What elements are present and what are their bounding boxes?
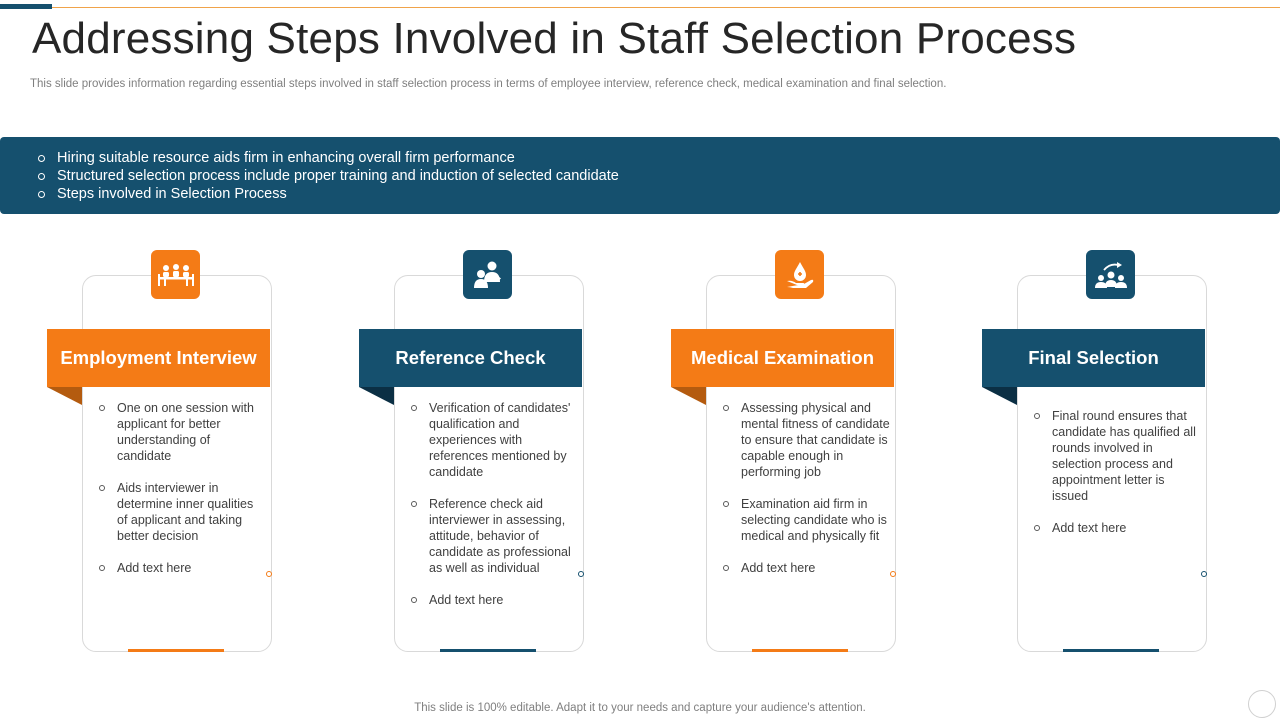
step-title: Reference Check [359,329,582,387]
banner-list [0,137,1280,203]
step-card-medical-examination [671,250,911,654]
step-title: Medical Examination [671,329,894,387]
ribbon-fold [982,387,1017,405]
page-subtitle: This slide provides information regarding essential steps involved in staff selection process in terms of employee interview, reference check, medical examination and final selection. [30,78,947,90]
ribbon-fold [671,387,706,405]
ribbon-fold [359,387,394,405]
corner-circle [1248,690,1276,718]
card-base-bar [440,649,536,652]
card-base-bar [1063,649,1159,652]
hand-blood-drop-icon [775,250,824,299]
step-point: Add text here [1034,520,1202,536]
step-point: Final round ensures that candidate has qualified all rounds involved in selection process and appointment letter is issued [1034,408,1202,504]
step-point: Add text here [99,560,267,576]
people-reference-icon [463,250,512,299]
step-point: Reference check aid interviewer in assessing, attitude, behavior of candidate as professional as well as individual [411,496,579,576]
accent-dot [1201,571,1207,577]
footer-note: This slide is 100% editable. Adapt it to your needs and capture your audience's attention. [414,702,866,714]
top-rule [0,7,1280,8]
accent-dot [578,571,584,577]
meeting-table-icon [151,250,200,299]
banner-point: Steps involved in Selection Process [38,185,1280,203]
step-points [723,400,891,592]
step-point: Assessing physical and mental fitness of candidate to ensure that candidate is capable enough in performing job [723,400,891,480]
accent-dot [890,571,896,577]
step-point: Add text here [411,592,579,608]
card-base-bar [128,649,224,652]
banner-point: Hiring suitable resource aids firm in enhancing overall firm performance [38,149,1280,167]
ribbon-fold [47,387,82,405]
step-point: One on one session with applicant for better understanding of candidate [99,400,267,464]
step-point: Examination aid firm in selecting candidate who is medical and physically fit [723,496,891,544]
group-selection-icon [1086,250,1135,299]
step-title: Employment Interview [47,329,270,387]
step-point: Verification of candidates' qualification and experiences with references mentioned by candidate [411,400,579,480]
step-points [99,400,267,592]
banner-point: Structured selection process include proper training and induction of selected candidate [38,167,1280,185]
step-card-final-selection [982,250,1222,654]
step-point: Aids interviewer in determine inner qualities of applicant and taking better decision [99,480,267,544]
step-points [1034,408,1202,552]
page-title: Addressing Steps Involved in Staff Selection Process [32,14,1077,63]
accent-dot [266,571,272,577]
step-card-employment-interview [47,250,287,654]
step-title: Final Selection [982,329,1205,387]
summary-banner [0,137,1280,214]
card-base-bar [752,649,848,652]
top-accent-bar [0,4,52,9]
step-card-reference-check [359,250,599,654]
step-point: Add text here [723,560,891,576]
step-points [411,400,579,624]
